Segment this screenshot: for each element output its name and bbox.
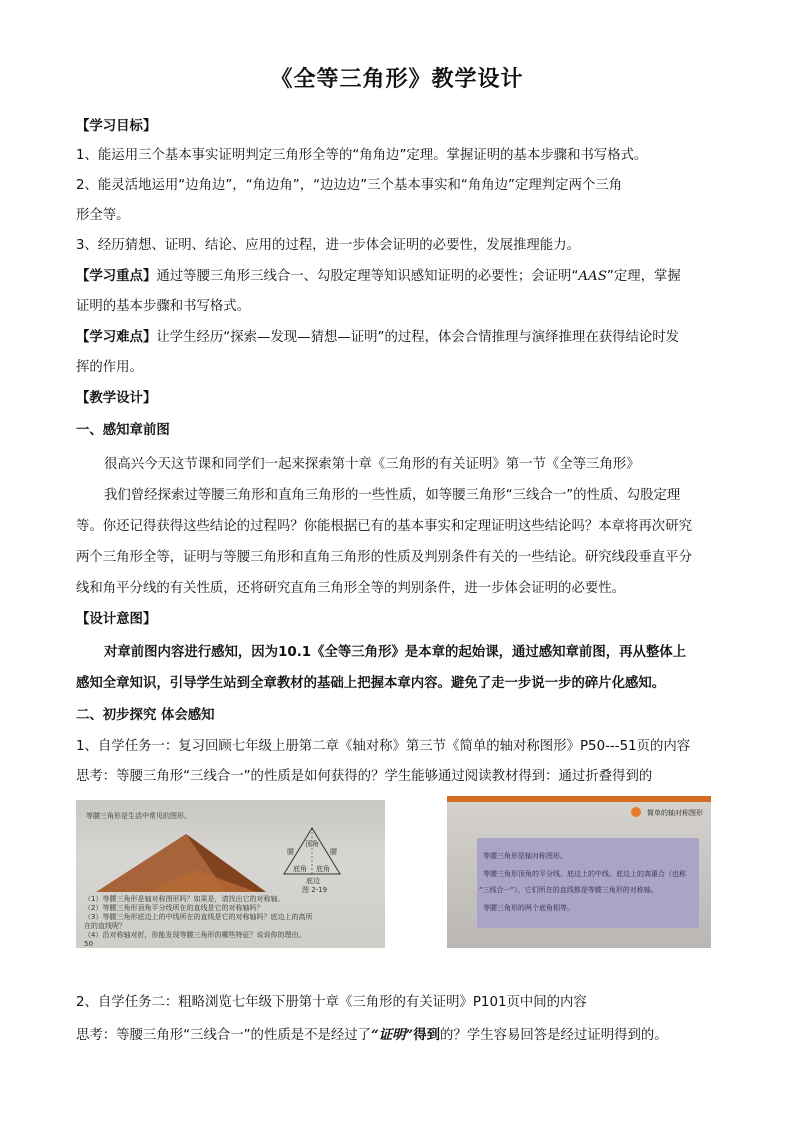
objective-item: 2、能灵活地运用“边角边”，“角边角”，“边边边”三个基本事实和“角角边”定理判定两个三角 [76,178,623,193]
section2-heading: 二、初步探究 体会感知 [76,708,215,723]
label-base-angle-left: 底角 [293,865,307,873]
think2-bold: 得到 [413,1028,441,1043]
objectives-heading: 【学习目标】 [76,119,157,134]
label-base-angle-right: 底角 [316,865,330,873]
key-points-text-2: ”定理，掌握 [606,269,681,284]
photo1-question: （2）等腰三角形顶角平分线所在的直线是它的对称轴吗？ [84,904,264,912]
photo1-question: （4）沿对称轴对折，你能发现等腰三角形的哪些特征？说说你的理由。 [84,931,306,939]
photo2-header: 简单的轴对称图形 [647,809,703,817]
photo2-top-bar [447,796,711,802]
section1-para2-line: 两个三角形全等，证明与等腰三角形和直角三角形的性质及判别条件有关的一些结论。研究线段垂直平分 [76,550,692,565]
section1-para1: 很高兴今天这节课和同学们一起来探索第十章《三角形的有关证明》第一节《全等三角形》 [104,457,640,472]
think1: 思考：等腰三角形“三线合一”的性质是如何获得的？学生能够通过阅读教材得到：通过折叠得到的 [76,769,653,784]
label-apex: 顶角 [305,840,319,848]
photo1-page-number: 50 [84,940,93,948]
photo1-top-text: 等腰三角形是生活中常见的图形。 [86,812,191,820]
photo2-line: “三线合一”），它们所在的直线都是等腰三角形的对称轴。 [479,886,658,894]
photo1-question: （1）等腰三角形是轴对称图形吗？如果是，请找出它的对称轴。 [84,895,285,903]
design-intent-heading: 【设计意图】 [76,612,157,627]
photo1-question: 在的直线呢？ [84,922,126,930]
photo2-line: 等腰三角形顶角的平分线、底边上的中线、底边上的高重合（也称 [483,870,686,878]
chapter-dot-icon [631,807,641,817]
photo2-panel [477,838,699,928]
think2 [76,1025,668,1046]
task1: 1、自学任务一：复习回顾七年级上册第二章《轴对称》第三节《简单的轴对称图形》P50---51页的内容 [76,739,691,754]
design-intent-line: 感知全章知识，引导学生站到全章教材的基础上把握本章内容。避免了走一步说一步的碎片化感知。 [76,676,666,691]
difficulties-line-2: 挥的作用。 [76,360,143,375]
label-base: 底边 [306,877,320,885]
textbook-photo-isosceles [76,800,385,948]
objective-item: 形全等。 [76,208,130,223]
think2-emphasis: “证明” [371,1027,414,1043]
photo2-line: 等腰三角形是轴对称图形。 [483,852,567,860]
think2-tail: 的？学生容易回答是经过证明得到的。 [440,1028,668,1043]
label-figure: 图 2-19 [302,886,328,894]
task2: 2、自学任务二：粗略浏览七年级下册第十章《三角形的有关证明》P101页中间的内容 [76,995,587,1010]
page-title: 《全等三角形》教学设计 [270,66,524,92]
think2-text: 思考：等腰三角形“三线合一”的性质是不是经过了 [76,1028,372,1043]
label-waist-left: 腰 [287,848,294,856]
difficulties-heading: 【学习难点】 [76,330,157,345]
difficulties-line [76,328,679,348]
section1-heading: 一、感知章前图 [76,423,170,438]
textbook-photo-summary [447,796,711,948]
design-intent-line: 对章前图内容进行感知，因为10.1《全等三角形》是本章的起始课，通过感知章前图，再从整体上 [104,645,687,660]
objective-item: 3、经历猜想、证明、结论、应用的过程，进一步体会证明的必要性，发展推理能力。 [76,238,580,253]
key-points-line [76,267,681,287]
difficulties-text: 让学生经历“探索—发现—猜想—证明”的过程，体会合情推理与演绎推理在获得结论时发 [156,330,680,345]
objective-item: 1、能运用三个基本事实证明判定三角形全等的“角角边”定理。掌握证明的基本步骤和书写格式。 [76,148,648,163]
section1-para2-line: 我们曾经探索过等腰三角形和直角三角形的一些性质，如等腰三角形“三线合一”的性质、勾股定理 [104,488,681,503]
key-points-text: 通过等腰三角形三线合一、勾股定理等知识感知证明的必要性；会证明“ [156,269,579,284]
key-points-heading: 【学习重点】 [76,269,157,284]
section1-para2-line: 等。你还记得获得这些结论的过程吗？你能根据已有的基本事实和定理证明这些结论吗？本章将再次研究 [76,519,692,534]
aas-label: AAS [578,269,607,284]
key-points-line-2: 证明的基本步骤和书写格式。 [76,299,251,314]
label-waist-right: 腰 [330,848,337,856]
photo2-line: 等腰三角形的两个底角相等。 [483,904,574,912]
design-heading: 【教学设计】 [76,391,157,406]
section1-para2-line: 线和角平分线的有关性质，还将研究直角三角形全等的判别条件，进一步体会证明的必要性。 [76,581,626,596]
photo1-question: （3）等腰三角形底边上的中线所在的直线是它的对称轴吗？底边上的高所 [84,913,313,921]
